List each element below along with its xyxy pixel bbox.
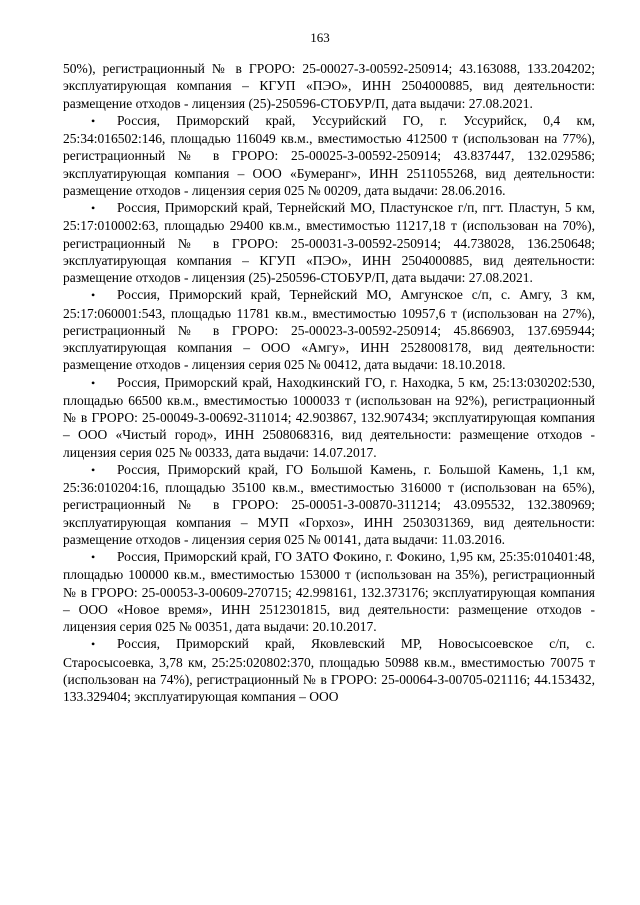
bullet-icon: • bbox=[91, 201, 96, 215]
continuation-paragraph: 50%), регистрационный № в ГРОРО: 25-00027-З-00592-250914; 43.163088, 133.204202; эксплуатирующая компания – КГУП «ПЭО», ИНН 2504000885, вид деятельности: размещение отходов - лицензия (25)-250596-СТОБУР/П, дата выдачи: 27.08.2021. bbox=[63, 61, 595, 111]
bullet-icon: • bbox=[91, 550, 96, 564]
list-item bbox=[63, 461, 595, 548]
bullet-icon: • bbox=[91, 113, 96, 128]
bullet-icon: • bbox=[91, 637, 96, 652]
bullet-icon: • bbox=[91, 375, 96, 390]
list-item bbox=[63, 112, 595, 199]
list-item-text: Россия, Приморский край, ГО Большой Камень, г. Большой Камень, 1,1 км, 25:36:010204:16, площадью 35100 кв.м., вместимостью 316000 т (использован на 65%), регистрационный № в ГРОРО: 25-00051-З-00870-311214; 43.095532, 132.380969; эксплуатирующая компания – МУП «Горхоз», ИНН 2503031369, вид деятельности: размещение отходов - лицензия серия 025 № 00141, дата выдачи: 11.03.2016. bbox=[63, 461, 595, 547]
list-item-text: Россия, Приморский край, Тернейский МО, Амгунское с/п, с. Амгу, 3 км, 25:17:060001:543, площадью 11781 кв.м., вместимостью 10957,6 т (использован на 27%), регистрационный № в ГРОРО: 25-00023-З-00592-250914; 45.866903, 137.695944; эксплуатирующая компания – ООО «Амгу», ИНН 2528008178, вид деятельности: размещение отходов - лицензия серия 025 № 00412, дата выдачи: 18.10.2018. bbox=[63, 287, 595, 373]
list-item bbox=[63, 199, 595, 286]
list-item-text: Россия, Приморский край, Тернейский МО, Пластунское г/п, пгт. Пластун, 5 км, 25:17:010002:63, площадью 29400 кв.м., вместимостью 11217,18 т (использован на 70%), регистрационный № в ГРОРО: 25-00031-З-00592-250914; 44.738028, 136.250648; эксплуатирующая компания – КГУП «ПЭО», ИНН 2504000885, вид деятельности: размещение отходов - лицензия (25)-250596-СТОБУР/П, дата выдачи: 27.08.2021. bbox=[63, 200, 595, 285]
list-item-text: Россия, Приморский край, ГО ЗАТО Фокино, г. Фокино, 1,95 км, 25:35:010401:48, площадью 100000 кв.м., вместимостью 153000 т (использован на 35%), регистрационный № в ГРОРО: 25-00053-З-00609-270715; 42.998161, 132.373176; эксплуатирующая компания – ООО «Новое время», ИНН 2512301815, вид деятельности: размещение отходов - лицензия серия 025 № 00351, дата выдачи: 20.10.2017. bbox=[63, 549, 595, 634]
list-item-text: Россия, Приморский край, Находкинский ГО, г. Находка, 5 км, 25:13:030202:530, площадью 66500 кв.м., вместимостью 1000033 т (использован на 92%), регистрационный № в ГРОРО: 25-00049-З-00692-311014; 42.903867, 132.907434; эксплуатирующая компания – ООО «Чистый город», ИНН 2508068316, вид деятельности: размещение отходов - лицензия серия 025 № 00333, дата выдачи: 14.07.2017. bbox=[63, 374, 595, 460]
page-number: 163 bbox=[310, 30, 330, 45]
list-item bbox=[63, 286, 595, 373]
list-item bbox=[63, 374, 595, 461]
bullet-icon: • bbox=[91, 462, 96, 477]
list-item-text: Россия, Приморский край, Уссурийский ГО, г. Уссурийск, 0,4 км, 25:34:016502:146, площадью 116049 кв.м., вместимостью 412500 т (использован на 77%), регистрационный № в ГРОРО: 25-00025-З-00592-250914; 43.837447, 132.029586; эксплуатирующая компания – ООО «Бумеранг», ИНН 2511055268, вид деятельности: размещение отходов - лицензия серия 025 № 00209, дата выдачи: 28.06.2016. bbox=[63, 112, 595, 198]
bullet-icon: • bbox=[91, 288, 96, 303]
list-item bbox=[63, 635, 595, 705]
document-body bbox=[63, 60, 595, 705]
list-item bbox=[63, 548, 595, 635]
list-item-text: Россия, Приморский край, Яковлевский МР, Новосысоевское с/п, с. Старосысоевка, 3,78 км, 25:25:020802:370, площадью 50988 кв.м., вместимостью 70075 т (использован на 74%), регистрационный № в ГРОРО: 25-00064-З-00705-021116; 44.153432, 133.329404; эксплуатирующая компания – ООО bbox=[63, 636, 595, 704]
